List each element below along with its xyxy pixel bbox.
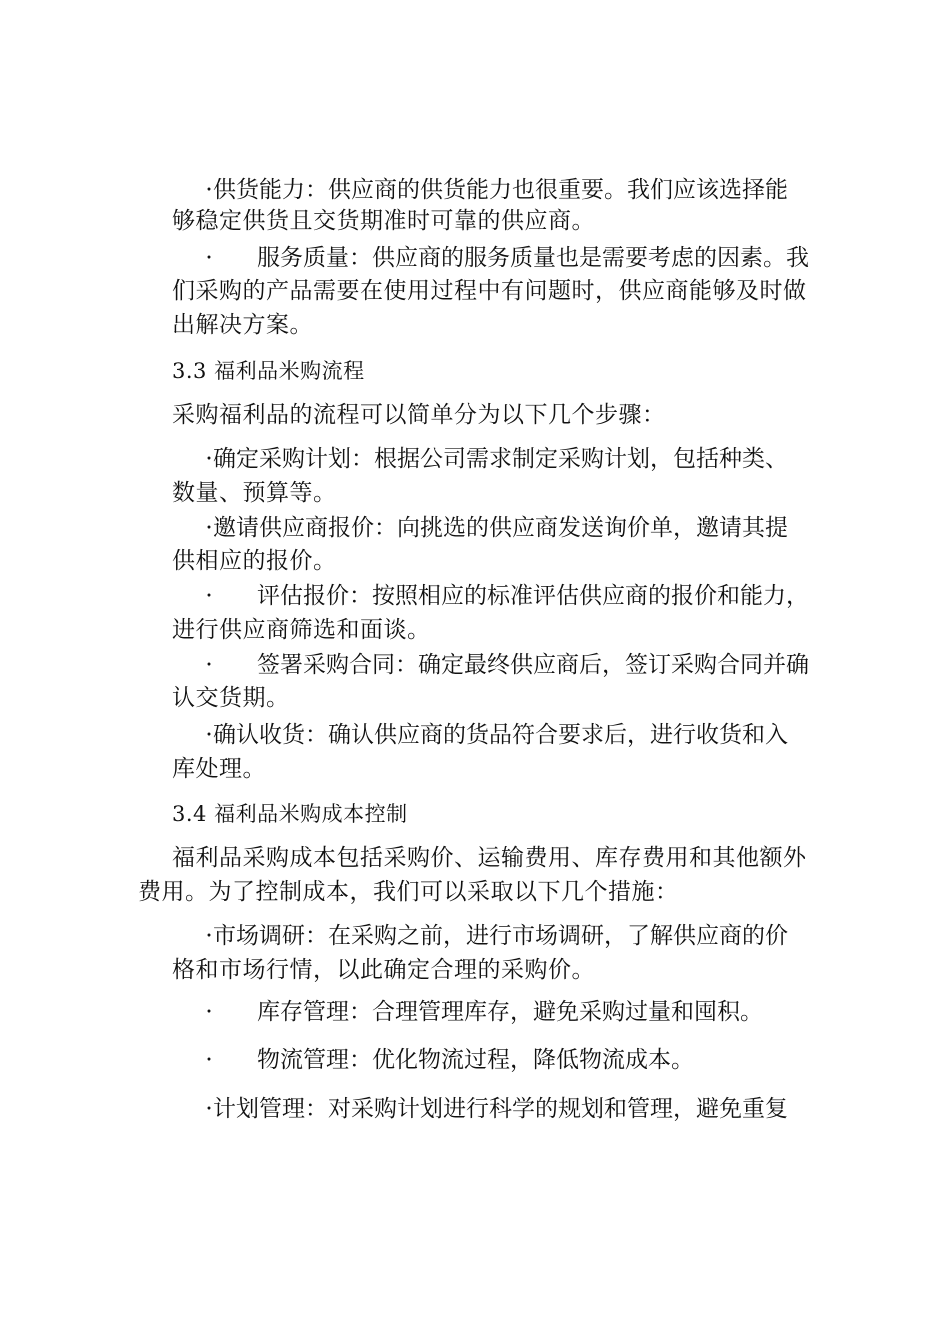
- bullet-item-logistics-management: [205, 1045, 694, 1075]
- bullet-dot: ·: [205, 446, 213, 472]
- bullet-dot: ·: [205, 923, 213, 949]
- paragraph-line: 费用。为了控制成本，我们可以采取以下几个措施：: [138, 879, 679, 905]
- paragraph-line: 们采购的产品需要在使用过程中有问题时，供应商能够及时做: [172, 278, 807, 304]
- paragraph-line: 采购福利品的流程可以简单分为以下几个步骤：: [172, 402, 666, 428]
- paragraph-line: 物流管理：优化物流过程，降低物流成本。: [257, 1047, 694, 1073]
- paragraph-line: 够稳定供货且交货期准时可靠的供应商。: [172, 208, 595, 234]
- bullet-dot: ·: [205, 999, 213, 1025]
- bullet-dot: ·: [205, 1096, 213, 1122]
- bullet-item-inventory-management: [205, 997, 763, 1027]
- bullet-item-sign-contract: [205, 650, 809, 680]
- bullet-dot: ·: [205, 245, 213, 271]
- paragraph-line: 格和市场行情，以此确定合理的采购价。: [172, 957, 595, 983]
- section-heading-3-3: 3.3 福利品米购流程: [172, 359, 365, 383]
- paragraph-line: 出解决方案。: [172, 312, 313, 338]
- paragraph-line: 进行供应商筛选和面谈。: [172, 617, 431, 643]
- bullet-dot: ·: [205, 1047, 213, 1073]
- paragraph-line: 供货能力：供应商的供货能力也很重要。我们应该选择能: [213, 177, 788, 203]
- paragraph-line: 认交货期。: [172, 685, 290, 711]
- bullet-item-invite-quotes: [205, 513, 788, 543]
- bullet-dot: ·: [205, 652, 213, 678]
- paragraph-line: 库处理。: [172, 756, 266, 782]
- paragraph-line: 签署采购合同：确定最终供应商后，签订采购合同并确: [257, 652, 809, 678]
- paragraph-line: 库存管理：合理管理库存，避免采购过量和囤积。: [257, 999, 763, 1025]
- paragraph-line: 确定采购计划：根据公司需求制定采购计划，包括种类、: [213, 446, 788, 472]
- bullet-dot: ·: [205, 515, 213, 541]
- bullet-item-evaluate-quotes: [205, 581, 809, 611]
- paragraph-line: 福利品采购成本包括采购价、运输费用、库存费用和其他额外: [172, 845, 807, 871]
- paragraph-line: 邀请供应商报价：向挑选的供应商发送询价单，邀请其提: [213, 515, 788, 541]
- bullet-dot: ·: [205, 177, 213, 203]
- section-heading-3-4: 3.4 福利品米购成本控制: [172, 802, 408, 826]
- paragraph-line: 供相应的报价。: [172, 548, 337, 574]
- bullet-item-supply-capacity: [205, 175, 788, 205]
- bullet-item-plan-management: [205, 1094, 788, 1124]
- bullet-item-confirm-receipt: [205, 720, 788, 750]
- bullet-item-market-research: [205, 921, 788, 951]
- paragraph-line: 评估报价：按照相应的标准评估供应商的报价和能力，: [257, 583, 809, 609]
- bullet-item-purchase-plan: [205, 444, 788, 474]
- paragraph-line: 市场调研：在采购之前，进行市场调研，了解供应商的价: [213, 923, 788, 949]
- bullet-dot: ·: [205, 583, 213, 609]
- paragraph-line: 数量、预算等。: [172, 480, 337, 506]
- paragraph-line: 确认收货：确认供应商的货品符合要求后，进行收货和入: [213, 722, 788, 748]
- bullet-dot: ·: [205, 722, 213, 748]
- bullet-item-service-quality: [205, 243, 809, 273]
- paragraph-line: 计划管理：对采购计划进行科学的规划和管理，避免重复: [213, 1096, 788, 1122]
- paragraph-line: 服务质量：供应商的服务质量也是需要考虑的因素。我: [257, 245, 809, 271]
